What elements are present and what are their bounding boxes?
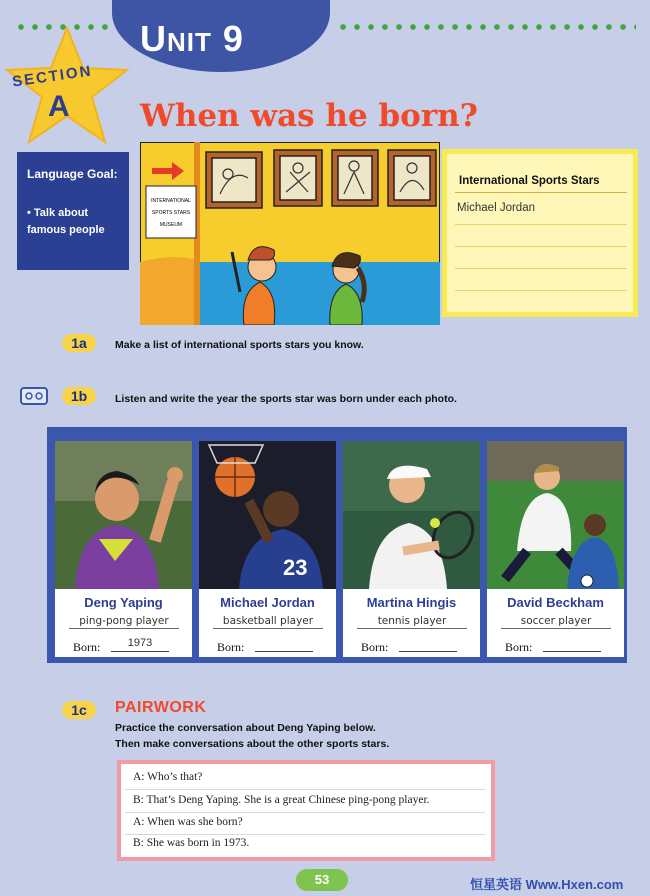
- pairwork-instruction-1: Practice the conversation about Deng Yaping below.: [115, 722, 376, 734]
- museum-illustration: [140, 142, 440, 325]
- divider: [125, 789, 485, 790]
- athlete-name: Deng Yaping: [84, 595, 163, 610]
- sports-stars-list-card: [447, 154, 633, 312]
- unit-number: 9: [222, 18, 244, 59]
- born-label: Born:: [361, 640, 389, 654]
- cassette-icon: [20, 387, 48, 405]
- divider: [125, 812, 485, 813]
- dialog-line: B: She was born in 1973.: [133, 837, 250, 849]
- born-year-field[interactable]: [255, 637, 313, 652]
- unit-first-letter: U: [140, 18, 167, 59]
- athlete-name: Martina Hingis: [366, 595, 457, 610]
- athlete-card: [487, 441, 624, 657]
- section-label: SECTION: [11, 62, 94, 91]
- born-year-field[interactable]: [399, 637, 457, 652]
- pairwork-title: PAIRWORK: [115, 699, 207, 716]
- museum-sign-text: INTERNATIONAL: [151, 198, 191, 204]
- divider: [455, 192, 627, 193]
- conversation-box: [117, 760, 495, 861]
- athlete-sport: ping-pong player: [69, 615, 179, 629]
- unit-rest: NIT: [167, 27, 212, 57]
- dialog-line: A: When was she born?: [133, 816, 243, 828]
- language-goal-box: [17, 152, 129, 270]
- athlete-card: [199, 441, 336, 657]
- activity-1a-badge: 1a: [62, 334, 96, 352]
- svg-text:SPORTS STARS: SPORTS STARS: [151, 210, 191, 216]
- athlete-name: David Beckham: [507, 595, 604, 610]
- activity-1b-badge: 1b: [62, 387, 96, 405]
- top-dots-right: [336, 23, 636, 31]
- writing-line: [455, 290, 627, 291]
- divider: [125, 834, 485, 835]
- athlete-name: Michael Jordan: [220, 595, 315, 610]
- born-year-field[interactable]: [543, 637, 601, 652]
- dialog-line: A: Who’s that?: [133, 771, 203, 783]
- athlete-sport: basketball player: [213, 615, 323, 629]
- athlete-card: [55, 441, 192, 657]
- pairwork-instruction-2: Then make conversations about the other sports stars.: [115, 738, 390, 750]
- athlete-sport: tennis player: [357, 615, 467, 629]
- lesson-title: When was he born?: [140, 98, 478, 134]
- activity-1a-text: Make a list of international sports stars you know.: [115, 339, 364, 351]
- sports-stars-list-title: International Sports Stars: [459, 175, 600, 187]
- born-label: Born:: [217, 640, 245, 654]
- michael-jordan-photo: [199, 441, 336, 589]
- svg-text:MUSEUM: MUSEUM: [159, 222, 183, 228]
- svg-text:23: 23: [283, 555, 308, 580]
- language-goal-heading: Language Goal:: [27, 167, 118, 181]
- unit-title: [140, 18, 244, 60]
- section-letter: A: [48, 90, 70, 123]
- athlete-sport: soccer player: [501, 615, 611, 629]
- martina-hingis-photo: [343, 441, 480, 589]
- writing-line: [455, 246, 627, 247]
- site-watermark: 恒星英语 Www.Hxen.com: [470, 877, 624, 892]
- language-goal-text: • Talk about famous people: [27, 207, 105, 236]
- sports-stars-list-entry: Michael Jordan: [457, 202, 535, 214]
- writing-line: [455, 268, 627, 269]
- david-beckham-photo: [487, 441, 624, 589]
- page-number: 53: [296, 869, 348, 891]
- born-year-field[interactable]: 1973: [111, 637, 169, 652]
- activity-1c-badge: 1c: [62, 701, 96, 719]
- athlete-card: [343, 441, 480, 657]
- born-label: Born:: [73, 640, 101, 654]
- athlete-photo-panel: [47, 427, 627, 663]
- writing-line: [455, 224, 627, 225]
- born-label: Born:: [505, 640, 533, 654]
- activity-1b-text: Listen and write the year the sports star was born under each photo.: [115, 393, 457, 405]
- deng-yaping-photo: [55, 441, 192, 589]
- dialog-line: B: That’s Deng Yaping. She is a great Chinese ping-pong player.: [133, 794, 430, 806]
